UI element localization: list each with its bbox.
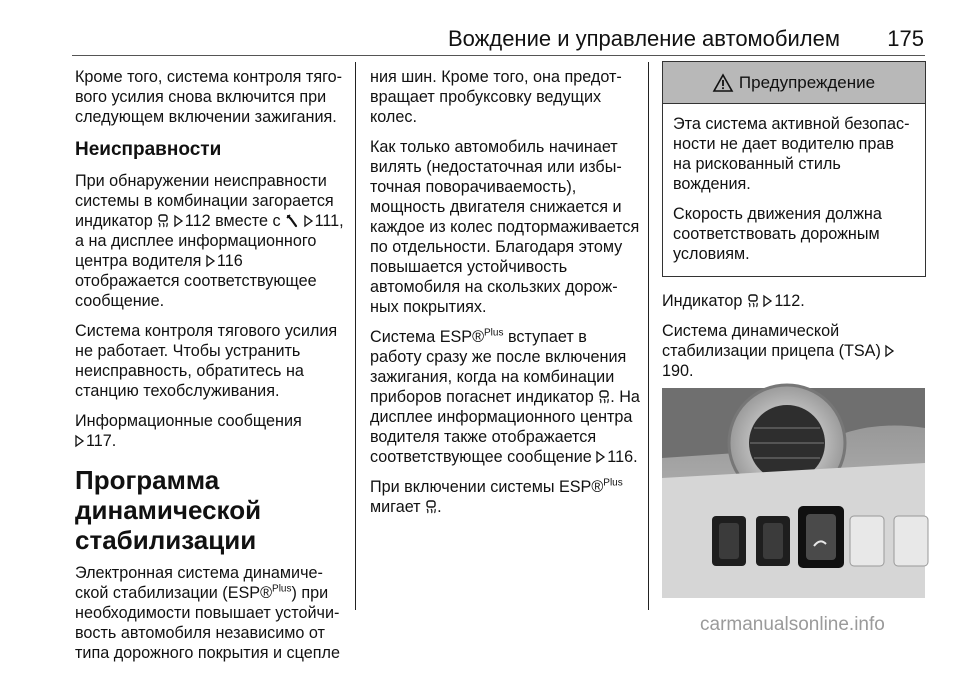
traction-control-car-icon (598, 390, 610, 404)
section-heading-faults: Неисправности (75, 139, 222, 160)
traction-control-car-icon (157, 214, 169, 228)
dashboard-switch-photo (662, 388, 925, 598)
column-divider (355, 62, 356, 610)
dashboard-illustration (662, 388, 925, 598)
paragraph: Индикатор 112. (662, 292, 805, 310)
traction-control-car-icon (425, 500, 437, 514)
paragraph: Эта система активной безопасности не дает водителю прав на рискованный стиль вождения. (673, 115, 910, 193)
page-header-title: Вождение и управление автомобилем (447, 26, 840, 51)
paragraph: Система контроля тягового усилия не работает. Чтобы устранить неисправность, обратитесь на станцию техобслуживания. (75, 322, 338, 400)
ref-arrow-icon (174, 215, 183, 227)
column-2 (370, 67, 640, 527)
paragraph: Кроме того, система контроля тягового усилия снова включится при следующем включении зажигания. (75, 68, 343, 126)
warning-box (662, 61, 926, 277)
paragraph: Система динамической стабилизации прицепа (TSA) 190. (662, 321, 926, 381)
warning-header (663, 62, 925, 104)
paragraph: Как только автомобиль начинает вилять (недостаточная или избыточная поворачиваемость), мощность двигателя снижается и каждое из колес подтормаживается по отдельности. Благодаря этому повышается устойчивость автомобиля на скользких дорожных покрытиях. (370, 138, 640, 316)
paragraph: ния шин. Кроме того, она предотвращает пробуксовку ведущих колес. (370, 68, 622, 126)
warning-body (663, 104, 925, 276)
header-rule (72, 55, 925, 56)
ref-arrow-icon (763, 295, 772, 307)
watermark: carmanualsonline.info (700, 614, 885, 635)
page-number: 175 (887, 26, 924, 51)
paragraph: При обнаружении неисправности системы в комбинации загорается индикатор 112 вместе с 111, а на дисплее информационного центра водителя 116 отображается соответствующее сообщение. (75, 172, 344, 310)
ref-arrow-icon (596, 451, 605, 463)
paragraph: Скорость движения должна соответствовать дорожным условиям. (673, 205, 882, 263)
ref-arrow-icon (885, 345, 894, 357)
warning-title: Предупреждение (738, 72, 876, 92)
section-heading-esp: Программа динамической стабилизации (75, 465, 262, 555)
paragraph: Информационные сообщения 117. (75, 412, 302, 450)
ref-arrow-icon (75, 435, 84, 447)
ref-arrow-icon (206, 255, 215, 267)
paragraph: Система ESP®$^{Plus}$ вступает в работу сразу же после включения зажигания, когда на комбинации приборов погаснет индикатор . На дисплее информационного центра водителя также отображается соответствующее сообщение 116. (370, 327, 640, 466)
warning-triangle-icon (713, 74, 733, 92)
ref-arrow-icon (304, 215, 313, 227)
wrench-icon (285, 214, 299, 228)
traction-control-car-icon (747, 294, 759, 308)
column-divider (648, 62, 649, 610)
paragraph: Электронная система динамической стабилизации (ESP®$^{Plus}$) при необходимости повышает устойчивость автомобиля независимо от типа дорожного покрытия и сцепле (75, 564, 340, 662)
column-1 (75, 67, 347, 673)
paragraph: При включении системы ESP®$^{Plus}$ мигает . (370, 477, 623, 516)
